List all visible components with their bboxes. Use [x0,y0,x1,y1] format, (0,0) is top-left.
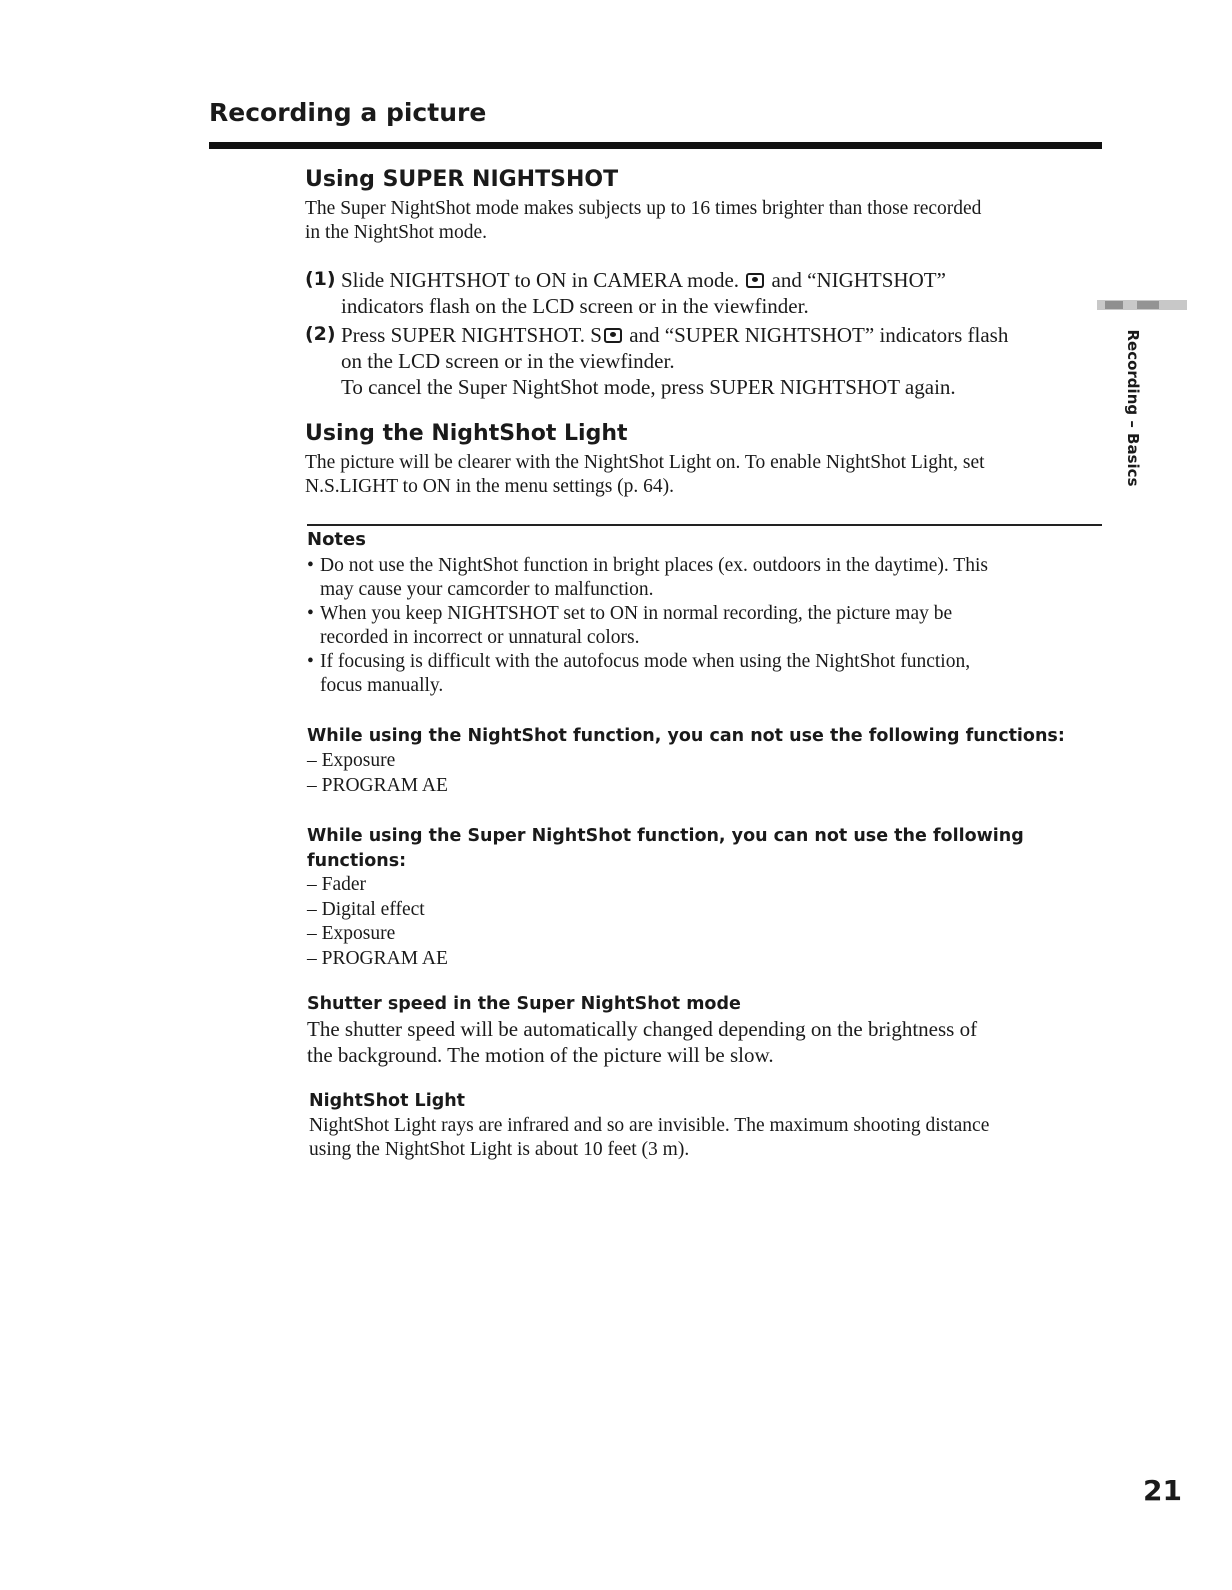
nightshot-light-heading: Using the NightShot Light [305,421,628,446]
nightshot-light-body [305,451,985,499]
note-item: • If focusing is difficult with the autofocus mode when using the NightShot function, focus manually. [307,651,971,696]
step-1 [305,268,336,290]
super-nightshot-heading: Using SUPER NIGHTSHOT [305,167,619,192]
title-rule [209,142,1102,149]
page-title: Recording a picture [209,98,487,127]
step-2-line-1a: Press SUPER NIGHTSHOT. S [341,323,602,347]
shutter-heading: Shutter speed in the Super NightShot mode [307,994,741,1014]
nightshot-limits-list [307,749,448,798]
step-1-text [341,267,1101,319]
step-1-number: (1) [305,268,336,290]
step-2-text [341,322,1101,400]
nightshot-indicator-icon [746,273,764,288]
list-item: – PROGRAM AE [307,947,448,969]
light-info-heading: NightShot Light [309,1091,466,1111]
notes-heading: Notes [307,529,366,550]
super-limits-list [307,873,448,971]
side-tab [1118,328,1148,488]
intro-line-2: in the NightShot mode. [305,222,487,243]
super-nightshot-indicator-icon [604,328,622,343]
section-tab-marker [1097,298,1187,312]
step-2-line-2: on the LCD screen or in the viewfinder. [341,349,675,373]
step-1-line-1b: and “NIGHTSHOT” [771,268,946,292]
list-item: – Digital effect [307,898,425,920]
list-item: – PROGRAM AE [307,774,448,796]
list-item: – Exposure [307,750,396,771]
page-number: 21 [1143,1474,1182,1507]
step-1-line-1a: Slide NIGHTSHOT to ON in CAMERA mode. [341,268,740,292]
notes-rule [307,524,1102,526]
list-item: – Exposure [307,923,396,944]
notes-list [307,554,1102,698]
side-tab-label: Recording – Basics [1124,329,1142,487]
step-2 [305,323,336,345]
light-info-body: NightShot Light rays are infrared and so are invisible. The maximum shooting distance using the NightShot Light is about 10 feet (3 m). [309,1115,990,1160]
bullet-icon: • [307,555,314,576]
step-2-line-3: To cancel the Super NightShot mode, press SUPER NIGHTSHOT again. [341,375,956,399]
nightshot-limits-heading: While using the NightShot function, you can not use the following functions: [307,726,1065,746]
note-item: • Do not use the NightShot function in bright places (ex. outdoors in the daytime). This may cause your camcorder to malfunction. [307,555,988,600]
intro-line-1: The Super NightShot mode makes subjects up to 16 times brighter than those recorded [305,198,982,219]
note-item: • When you keep NIGHTSHOT set to ON in normal recording, the picture may be recorded in incorrect or unnatural colors. [307,603,953,648]
super-limits-heading: While using the Super NightShot function, you can not use the following functions: [307,826,1024,871]
shutter-body: The shutter speed will be automatically changed depending on the brightness of the background. The motion of the picture will be slow. [307,1017,978,1067]
list-item: – Fader [307,874,367,895]
step-2-number: (2) [305,323,336,345]
nightshot-light-line-1: The picture will be clearer with the NightShot Light on. To enable NightShot Light, set [305,452,985,473]
super-nightshot-intro [305,197,981,245]
nightshot-light-line-2: N.S.LIGHT to ON in the menu settings (p. 64). [305,476,675,497]
step-2-line-1b: and “SUPER NIGHTSHOT” indicators flash [629,323,1009,347]
step-1-line-2: indicators flash on the LCD screen or in the viewfinder. [341,294,809,318]
bullet-icon: • [307,603,314,624]
bullet-icon: • [307,651,314,672]
